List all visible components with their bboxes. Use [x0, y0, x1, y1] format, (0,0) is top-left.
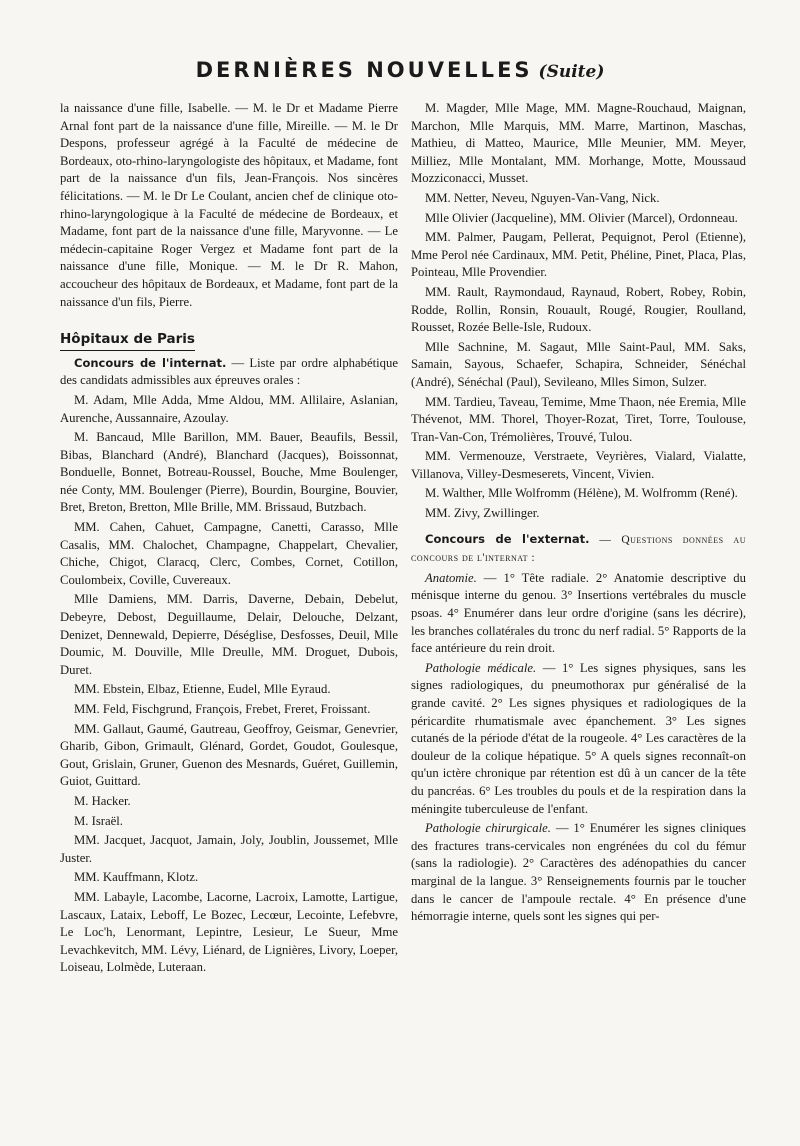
list-item: MM. Gallaut, Gaumé, Gautreau, Geoffroy, Geismar, Genevrier, Gharib, Gibon, Grimault, Glénard, Gordet, Goudot, Goulesque, Gout, Grislain, Gruner, Guenon des Mesnards, Guéret, Guillemin, Guiot, Guittard. [60, 721, 398, 789]
list-item: MM. Feld, Fischgrund, François, Frebet, Freret, Froissant. [74, 702, 371, 716]
list-item: MM. Cahen, Cahuet, Campagne, Canetti, Carasso, Mlle Casalis, MM. Chalochet, Champagne, Chappelart, Chevalier, Chiche, Chigot, Claracq, Clerc, Combes, Cornet, Cotillon, Coulombeix, Coville, Cuvereaux. [60, 520, 398, 587]
list-item: M. Bancaud, Mlle Barillon, MM. Bauer, Beaufils, Bessil, Bibas, Blanchard (André), Blanchard (Jacques), Boissonnat, Bonduelle, Bonnet, Botreau-Roussel, Bouche, Mme Boulenger, née Conty, MM. Boulenger (Pierre), Bourdin, Bourgine, Bouvier, Bret, Breton, Bretton, Mlle Brille, MM. Brissaud, Butzbach. [60, 430, 398, 515]
list-item: Mlle Sachnine, M. Sagaut, Mlle Saint-Paul, MM. Saks, Samain, Sayous, Schaefer, Schapira, Schneider, Sénéchal (André), Sénéchal (Paul), Sevileano, Mlles Simon, Sulzer. [411, 339, 746, 389]
list-item: M. Walther, Mlle Wolfromm (Hélène), M. Wolfromm (René). [425, 486, 738, 501]
list-item: MM. Kauffmann, Klotz. [74, 870, 199, 885]
list-item: MM. Zivy, Zwillinger. [425, 506, 540, 521]
list-item: M. Magder, Mlle Mage, MM. Magne-Rouchaud, Maignan, Marchon, Mlle Marquis, MM. Marre, Martinon, Maschas, Mathieu, di Matteo, Maurice, Mlle Meunier, MM. Meyer, Milliez, Mlle Montalant, MM. Morhange, Motte, Moussaud Mozziconacci, Musset. [411, 101, 746, 186]
medicale-label: Pathologie médicale. [425, 660, 537, 675]
page-header [0, 58, 800, 82]
question-pathologie-medicale [411, 660, 746, 818]
list-item: MM. Netter, Neveu, Nguyen-Van-Vang, Nick. [425, 190, 660, 205]
concours-externat-label: Concours de l'externat. [425, 531, 590, 546]
medicale-text: — 1° Les signes physiques, sans les signes radiologiques, du pneumothorax pur généralisé de la grande cavité. 2° Les signes physiques et radiologiques de la péricardite rhumatismale avec épanchement. 3° Les signes cutanés de la période d'état de la rougeole. 4° Les caractères de la douleur de la colique hépatique. 5° A quels signes reconnaît-on qu'un ictère chronique par rétention est dû à un cancer de la tête du pancréas. 6° Les troubles du pouls et de la respiration dans la méningite tuberculeuse de l'enfant. [411, 660, 746, 816]
header-suite: (Suite) [538, 62, 605, 82]
anatomie-text: — 1° Tête radiale. 2° Anatomie descriptive du ménisque interne du genou. 3° Insertions vertébrales du muscle psoas. 4° Enumérer dans leur ordre d'origine (sans les décrire), les branches collatérales du tronc du nerf radial. 5° Rapports de la face antérieure du rein droit. [411, 570, 746, 656]
section-title-hopitaux: Hôpitaux de Paris [60, 331, 195, 351]
list-item: MM. Palmer, Paugam, Pellerat, Pequignot, Perol (Etienne), Mme Perol née Cardinaux, MM. Petit, Phéline, Pinet, Placa, Plas, Pointeau, Mlle Provendier. [411, 230, 746, 280]
concours-externat-text: — Questions données au concours de l'internat : [411, 533, 746, 565]
list-item: MM. Jacquet, Jacquot, Jamain, Joly, Joublin, Joussemet, Mlle Juster. [60, 833, 398, 865]
anatomie-label: Anatomie. [425, 570, 477, 585]
question-anatomie [411, 570, 746, 658]
concours-internat-label: Concours de l'internat. [74, 355, 227, 370]
list-item: MM. Ebstein, Elbaz, Etienne, Eudel, Mlle Eyraud. [74, 682, 331, 697]
list-item: MM. Labayle, Lacombe, Lacorne, Lacroix, Lamotte, Lartigue, Lascaux, Lataix, Leboff, Le Bozec, Lecœur, Lecointe, Lefebvre, Le Loc'h, Lenormant, Lepintre, Lesieur, Le Sueur, Mme Levachkevitch, MM. Lévy, Liénard, de Lignières, Livory, Loeper, Loiseau, Lolmède, Luteraan. [60, 889, 398, 975]
birth-announcements: la naissance d'une fille, Isabelle. — M. le Dr et Madame Pierre Arnal font part de la naissance d'une fille, Mireille. — M. le Dr Despons, professeur agrégé à la Faculté de médecine de Bordeaux, oto-rhino-laryngologiste des hôpitaux, et Madame, font part de la naissance d'un fils, Jean-François. Nos sincères félicitations. — M. le Dr Le Coulant, ancien chef de clinique oto-rhino-laryngologique à la Faculté de médecine de Bordeaux, et Madame, font part de la naissance d'une fille, Maryvonne. — Le médecin-capitaine Roger Vergez et Madame font part de la naissance d'une fille, Monique. — M. le Dr R. Mahon, accoucheur des hôpitaux de Bordeaux, et Madame, font part de la naissance d'un fils, Pierre. [60, 101, 398, 309]
list-item: Mlle Olivier (Jacqueline), MM. Olivier (Marcel), Ordonneau. [425, 210, 738, 225]
concours-internat-intro [60, 355, 398, 390]
list-item: MM. Tardieu, Taveau, Temime, Mme Thaon, née Eremia, Mlle Thévenot, MM. Thorel, Thoyer-Rozat, Tiret, Torre, Toulouse, Tran-Van-Con, Trémolières, Trouvé, Tulou. [411, 394, 746, 444]
left-column [60, 100, 398, 979]
concours-internat-text: — Liste par ordre alphabétique des candidats admissibles aux épreuves orales : [60, 355, 398, 388]
question-pathologie-chirurgicale [411, 820, 746, 926]
concours-externat-intro [411, 531, 746, 568]
chirurgicale-text: — 1° Enumérer les signes cliniques des fractures trans-cervicales non engrénées du col du fémur (sans la radiologie). 2° Caractères des adénopathies du cancer marginal de la langue. 3° Renseignements fournis par le toucher dans le cancer de l'ampoule rectale. 4° En présence d'une hémorragie interne, quels sont les signes qui per- [411, 821, 746, 924]
list-item: MM. Vermenouze, Verstraete, Veyrières, Vialard, Vialatte, Villanova, Villey-Desmeserets, Vincent, Vivien. [411, 449, 746, 481]
list-item: M. Israël. [74, 813, 123, 828]
list-item: MM. Rault, Raymondaud, Raynaud, Robert, Robey, Robin, Rodde, Rollin, Ronsin, Rouault, Rougé, Rougier, Roulland, Rousset, Rozée Belle-Isle, Rudoux. [411, 284, 746, 335]
list-item: Mlle Damiens, MM. Darris, Daverne, Debain, Debelut, Debeyre, Debost, Deguillaume, Delair, Delouche, Delzant, Denizet, Dennewald, Depierre, Déséglise, Desfosses, Deuil, Mlle Doumic, M. Douville, Mlle Dreulle, MM. Droguet, Dubois, Duret. [60, 592, 398, 677]
list-item: M. Hacker. [74, 793, 131, 808]
right-column [411, 100, 746, 928]
header-title: DERNIÈRES NOUVELLES [195, 58, 533, 82]
list-item: M. Adam, Mlle Adda, Mme Aldou, MM. Allilaire, Aslanian, Aurenche, Aussannaire, Azoulay. [60, 392, 398, 425]
chirurgicale-label: Pathologie chirurgicale. [425, 821, 551, 836]
